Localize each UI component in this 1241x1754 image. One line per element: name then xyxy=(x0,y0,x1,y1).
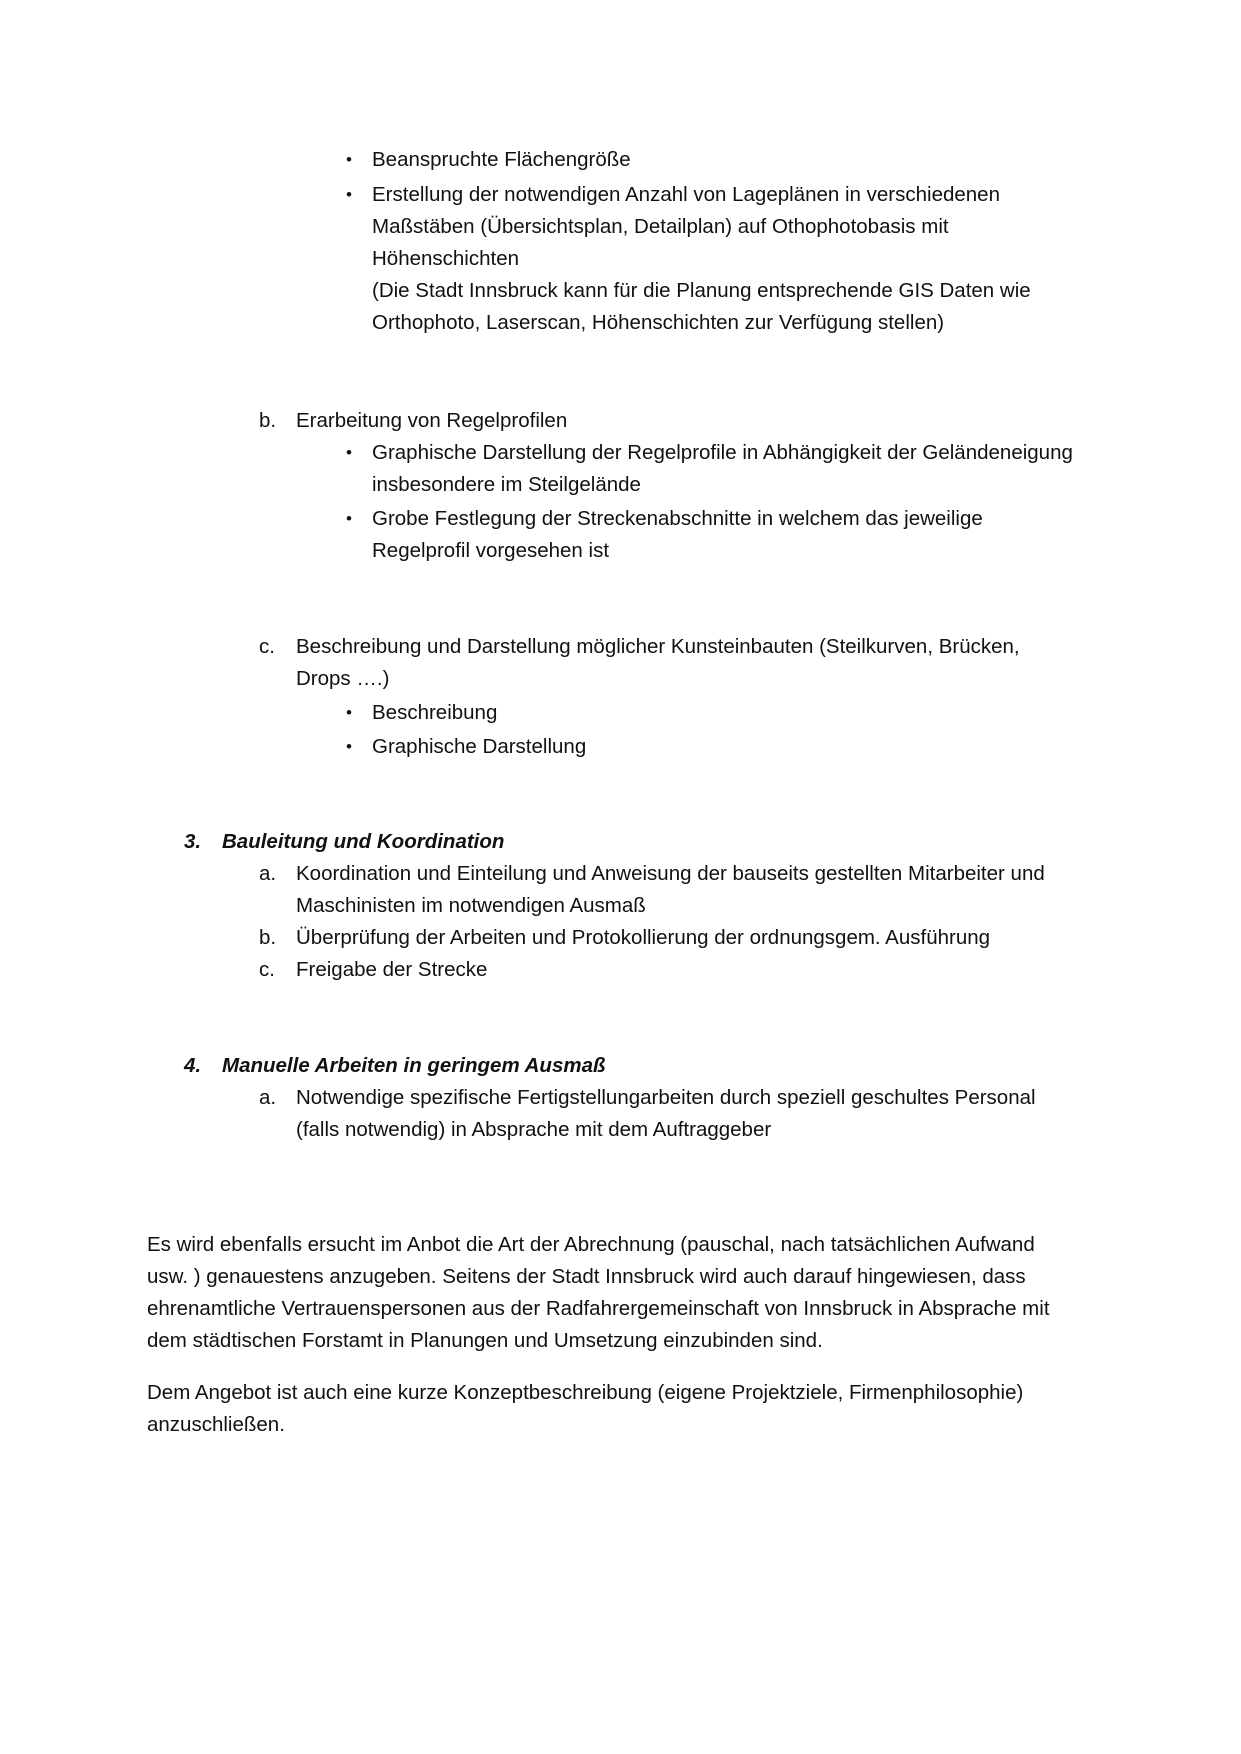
bullet-text: Grobe Festlegung der Streckenabschnitte in welchem das jeweilige xyxy=(372,507,983,530)
item-text: Drops ….) xyxy=(296,667,390,690)
bullet-icon: • xyxy=(346,150,352,169)
item-text: Koordination und Einteilung und Anweisung der bauseits gestellten Mitarbeiter und xyxy=(296,862,1045,885)
section-number: 3. xyxy=(184,830,202,853)
paragraph-line: Es wird ebenfalls ersucht im Anbot die Art der Abrechnung (pauschal, nach tatsächlichen Aufwand xyxy=(147,1233,1035,1256)
bullet-icon: • xyxy=(346,185,352,204)
item-text: Beschreibung und Darstellung möglicher Kunsteinbauten (Steilkurven, Brücken, xyxy=(296,635,1020,658)
item-text: Notwendige spezifische Fertigstellungarbeiten durch speziell geschultes Personal xyxy=(296,1086,1036,1109)
bullet-icon: • xyxy=(346,737,352,756)
bullet-text: Orthophoto, Laserscan, Höhenschichten zur Verfügung stellen) xyxy=(372,311,945,334)
bullet-text: Beschreibung xyxy=(372,701,498,724)
bullet-text: (Die Stadt Innsbruck kann für die Planung entsprechende GIS Daten wie xyxy=(372,279,1031,302)
section-number: 4. xyxy=(184,1054,202,1077)
item-text: Maschinisten im notwendigen Ausmaß xyxy=(296,894,646,917)
item-text: (falls notwendig) in Absprache mit dem Auftraggeber xyxy=(296,1118,772,1141)
item-text: Freigabe der Strecke xyxy=(296,958,488,981)
item-text: Erarbeitung von Regelprofilen xyxy=(296,409,568,432)
item-marker: b. xyxy=(259,409,277,432)
bullet-text: Graphische Darstellung der Regelprofile in Abhängigkeit der Geländeneigung xyxy=(372,441,1073,464)
item-marker: b. xyxy=(259,926,277,949)
paragraph-line: anzuschließen. xyxy=(147,1413,285,1436)
item-marker: c. xyxy=(259,958,275,981)
section-heading: Bauleitung und Koordination xyxy=(222,830,505,853)
paragraph-line: dem städtischen Forstamt in Planungen und Umsetzung einzubinden sind. xyxy=(147,1329,823,1352)
bullet-icon: • xyxy=(346,443,352,462)
bullet-text: Regelprofil vorgesehen ist xyxy=(372,539,610,562)
section-heading: Manuelle Arbeiten in geringem Ausmaß xyxy=(222,1054,606,1077)
item-marker: a. xyxy=(259,862,277,885)
paragraph-line: ehrenamtliche Vertrauenspersonen aus der Radfahrergemeinschaft von Innsbruck in Absprache mit xyxy=(147,1297,1050,1320)
item-text: Überprüfung der Arbeiten und Protokollierung der ordnungsgem. Ausführung xyxy=(296,926,991,949)
item-marker: c. xyxy=(259,635,275,658)
bullet-text: Maßstäben (Übersichtsplan, Detailplan) auf Othophotobasis mit xyxy=(372,215,949,238)
item-marker: a. xyxy=(259,1086,277,1109)
bullet-text: Höhenschichten xyxy=(372,247,520,270)
bullet-icon: • xyxy=(346,703,352,722)
bullet-text: Graphische Darstellung xyxy=(372,735,587,758)
bullet-text: insbesondere im Steilgelände xyxy=(372,473,641,496)
paragraph-line: usw. ) genauestens anzugeben. Seitens der Stadt Innsbruck wird auch darauf hingewiesen, dass xyxy=(147,1265,1026,1288)
bullet-icon: • xyxy=(346,509,352,528)
bullet-text: Erstellung der notwendigen Anzahl von Lageplänen in verschiedenen xyxy=(372,183,1000,206)
bullet-text: Beanspruchte Flächengröße xyxy=(372,148,631,171)
paragraph-line: Dem Angebot ist auch eine kurze Konzeptbeschreibung (eigene Projektziele, Firmenphilosophie) xyxy=(147,1381,1024,1404)
